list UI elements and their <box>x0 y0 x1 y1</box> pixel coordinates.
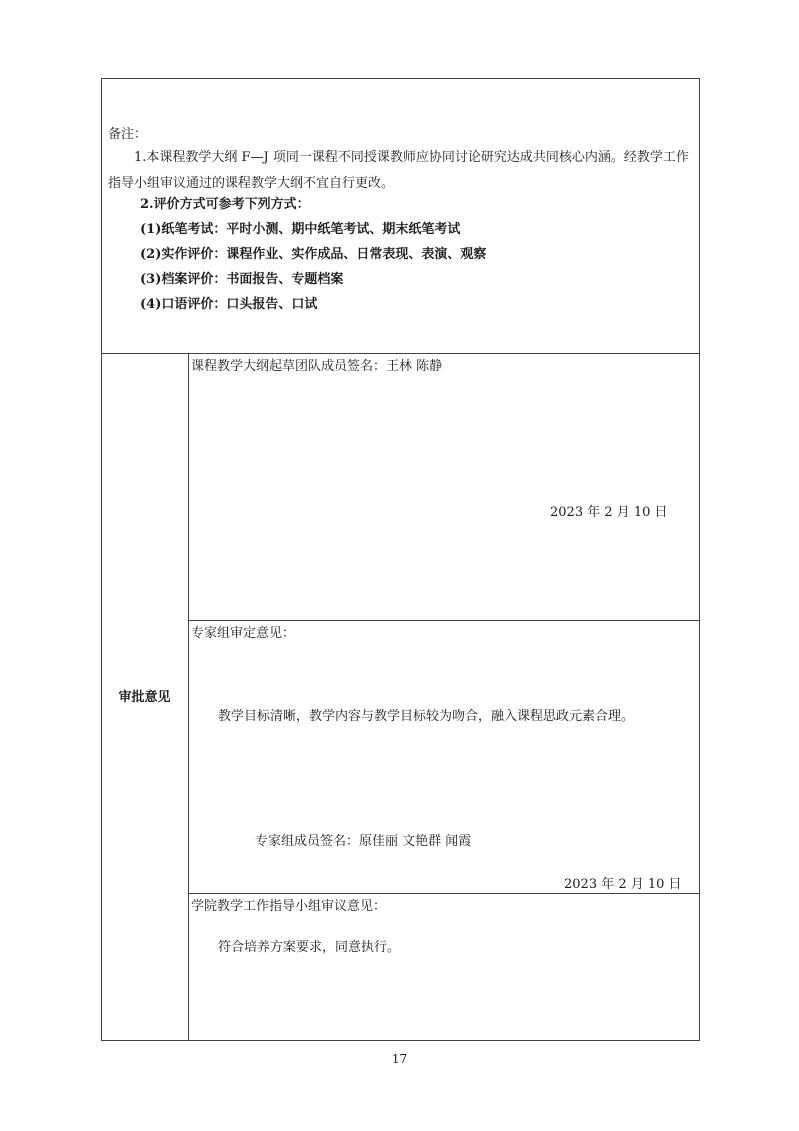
table-divider-vertical <box>188 353 189 1041</box>
notes-heading: 备注： <box>108 127 148 142</box>
notes-item-2-title: 2.评价方式可参考下列方式： <box>140 197 310 212</box>
expert-date: 2023 年 2 月 10 日 <box>564 877 682 892</box>
approval-label: 审批意见 <box>118 690 171 705</box>
table-divider-horizontal <box>101 353 700 354</box>
method-written-exam: (1)纸笔考试：平时小测、期中纸笔考试、期末纸笔考试 <box>140 222 461 237</box>
college-label: 学院教学工作指导小组审议意见： <box>191 899 387 914</box>
drafting-date: 2023 年 2 月 10 日 <box>550 505 668 520</box>
page-number: 17 <box>391 1052 408 1066</box>
method-practical: (2)实作评价：课程作业、实作成品、日常表现、表演、观察 <box>140 247 487 262</box>
drafting-signature: 课程教学大纲起草团队成员签名：王林 陈静 <box>191 359 443 374</box>
method-portfolio: (3)档案评价：书面报告、专题档案 <box>140 272 344 287</box>
college-opinion: 符合培养方案要求，同意执行。 <box>218 940 401 955</box>
method-oral: (4)口语评价：口头报告、口试 <box>140 297 318 312</box>
expert-label: 专家组审定意见： <box>191 626 296 641</box>
table-divider-horizontal <box>188 620 700 621</box>
expert-signers: 专家组成员签名：原佳丽 文艳群 闻霞 <box>255 834 472 849</box>
table-divider-horizontal <box>188 893 700 894</box>
expert-opinion: 教学目标清晰，教学内容与教学目标较为吻合，融入课程思政元素合理。 <box>218 709 635 724</box>
notes-item-1: 1.本课程教学大纲 F—J 项同一课程不同授课教师应协同讨论研究达成共同核心内涵。经教学工作指导小组审议通过的课程教学大纲不宜自行更改。 <box>108 150 689 191</box>
